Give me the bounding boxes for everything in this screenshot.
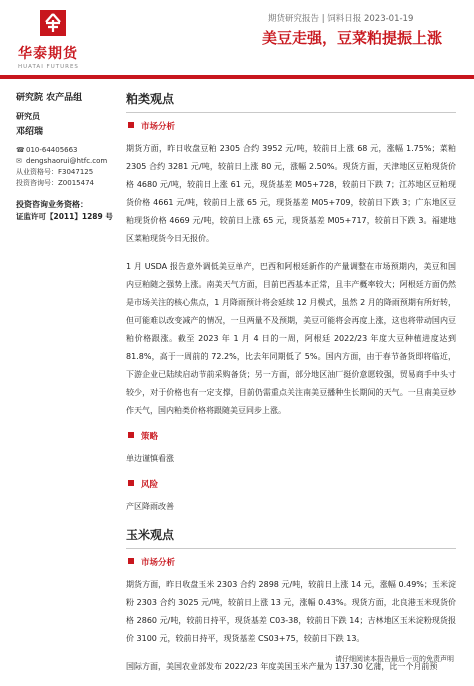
bullet-square-icon	[128, 558, 134, 564]
email-icon: ✉	[16, 157, 22, 166]
logo-text-cn: 华泰期货	[18, 46, 78, 62]
qualification-number: 从业资格号：F3047125	[16, 167, 94, 176]
business-qualification-label: 投资咨询业务资格：	[16, 199, 88, 209]
analyst-name: 邓绍瑞	[16, 127, 44, 138]
section-title-meal: 粕类观点	[126, 90, 456, 113]
subsection-market-analysis: 市场分析	[126, 556, 456, 568]
paragraph: 期货方面，昨日收盘豆粕 2305 合约 3952 元/吨，较前日上涨 68 元，涨幅 1.75%；菜粕 2305 合约 3281 元/吨，较前日上涨 80 元，涨幅 2.50%。现货方面，天津地区豆粕现货价格 4680 元/吨，较前日上涨 61 元，现货基差 M05+728，较前日下跌 7；江苏地区豆粕现货价格 4661 元/吨，较前日上涨 65 元，现货基差 M05+709，较前日下跌 3；广东地区豆粕现货价格 4669 元/吨，较前日上涨 65 元，现货基差 M05+717，较前日下跌 3。福建地区菜粕现货今日无报价。	[126, 144, 456, 243]
bullet-square-icon	[128, 432, 134, 438]
subsection-market-analysis: 市场分析	[126, 120, 456, 132]
paragraph: 单边谨慎看涨	[126, 454, 174, 463]
subsection-risk: 风险	[126, 478, 456, 490]
bullet-square-icon	[128, 480, 134, 486]
paragraph: 国际方面，美国农业部发布 2022/23 年度美国玉米产量为 137.30 亿蒲，比一个月前预	[126, 662, 438, 671]
report-body	[126, 90, 456, 686]
analyst-sidebar	[16, 92, 116, 223]
investment-consult-number: 投资咨询号：Z0015474	[16, 178, 94, 187]
phone-icon: ☎	[16, 146, 25, 155]
email-line	[16, 156, 116, 167]
department-name: 研究院 农产品组	[16, 93, 83, 103]
phone-line	[16, 145, 116, 156]
paragraph: 产区降雨改善	[126, 502, 174, 511]
paragraph: 1 月 USDA 报告意外调低美豆单产，巴西和阿根廷新作的产量调整在市场预期内，美豆和国内豆粕随之强势上涨。南美天气方面，目前巴西基本正常，且丰产概率较大；阿根廷方面仍然是市场关注的核心焦点，1 月降雨预计将会延续 12 月模式，虽然 2 月的降雨预期有所好转，但可能难以改变减产的情况，一旦两量不及预期，美豆可能将会再度上涨，这也将带动国内豆粕价格跟涨。截至 2023 年 1 月 4 日的一周，阿根廷 2022/23 年度大豆种植进度达到 81.8%，高于一周前的 72.2%，比去年同期低了 5%。国内方面，由于春节备货即将临近，下游企业已陆续启动节前采购备货；另一方面，部分地区油厂挺价意愿较强，贸易商手中头寸较少，对于价格也有一定支撑，目前仍需重点关注南美豆播种生长期间的天气。一旦南美豆炒作天气，国内粕类价格将跟随美豆同步上涨。	[126, 262, 456, 415]
report-type-line: 期货研究报告 | 饲料日报 2023-01-19	[268, 14, 414, 24]
logo-text-en: HUATAI FUTURES	[18, 64, 79, 70]
paragraph: 期货方面，昨日收盘玉米 2303 合约 2898 元/吨，较前日上涨 14 元，涨幅 0.49%；玉米淀粉 2303 合约 3025 元/吨，较前日上涨 13 元，涨幅 0.43%。现货方面，北良港玉米现货价格 2860 元/吨，较前日持平，现货基差 C03-38，较前日下跌 14；吉林地区玉米淀粉现货报价 3100 元，较前日持平，现货基差 CS03+75，较前日下跌 13。	[126, 580, 456, 643]
analyst-role: 研究员	[16, 111, 40, 121]
bullet-square-icon	[128, 122, 134, 128]
section-title-corn: 玉米观点	[126, 526, 456, 549]
company-logo	[18, 10, 113, 70]
report-title: 美豆走强，豆菜粕提振上涨	[262, 29, 443, 47]
logo-mark-icon	[40, 10, 66, 36]
disclaimer-footer: 请仔细阅读本报告最后一页的免责声明	[335, 655, 454, 663]
header-divider	[0, 75, 474, 79]
phone-number: 010-64405663	[26, 146, 78, 155]
license-number: 证监许可【2011】1289 号	[16, 212, 113, 222]
subsection-strategy: 策略	[126, 430, 456, 442]
email-address[interactable]: dengshaorui@htfc.com	[26, 157, 108, 166]
